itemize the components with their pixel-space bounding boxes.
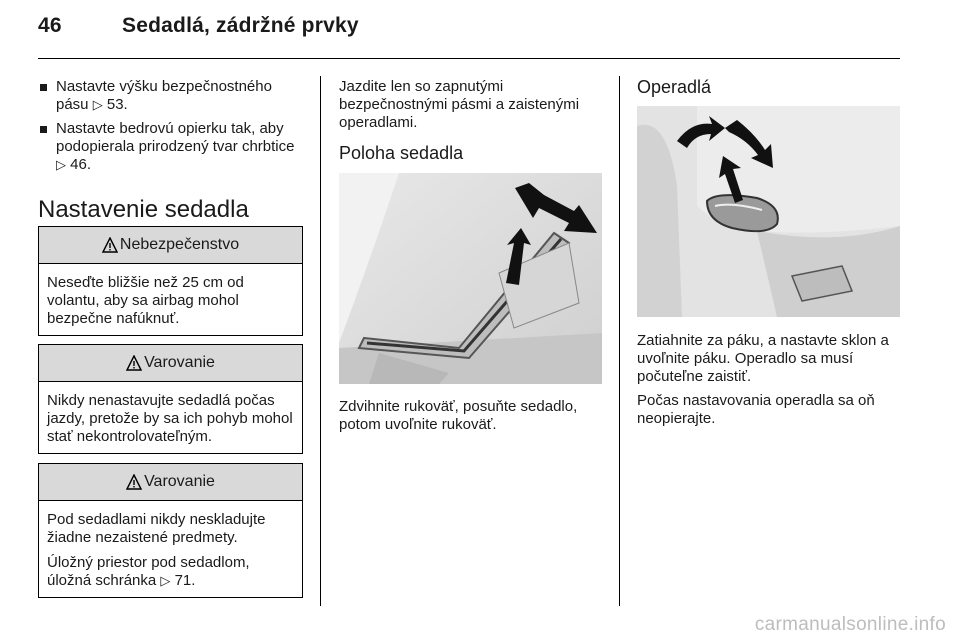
section-title: Nastavenie sedadla bbox=[38, 196, 249, 223]
warning-box-title: Varovanie bbox=[144, 354, 215, 371]
backrest-lever-image bbox=[637, 106, 900, 317]
watermark: carmanualsonline.info bbox=[754, 614, 946, 635]
bullet-item bbox=[38, 120, 308, 174]
column-3-captions bbox=[637, 332, 905, 434]
warning-box-1 bbox=[38, 344, 303, 454]
warning-triangle-icon bbox=[126, 355, 142, 371]
page-header bbox=[38, 14, 359, 38]
column-2-caption bbox=[339, 398, 607, 440]
danger-box-body bbox=[39, 264, 302, 341]
bullet-text: Nastavte výšku bezpečnostného pásu bbox=[56, 78, 272, 113]
page-title: Sedadlá, zádržné prvky bbox=[122, 14, 359, 37]
column-3 bbox=[637, 78, 905, 96]
warning-box-header bbox=[39, 464, 302, 501]
column-2 bbox=[339, 78, 607, 162]
warning-text: Nikdy nenastavujte sedadlá počas jazdy, pretože by sa ich pohyb mohol stať nekontrolovateľným. bbox=[47, 392, 293, 445]
warning-box-body bbox=[39, 382, 302, 459]
page-number: 46 bbox=[38, 14, 62, 37]
image-caption: Počas nastavovania operadla sa oň neopierajte. bbox=[637, 392, 875, 427]
warning-text bbox=[47, 554, 294, 590]
reference-arrow-icon: ▷ bbox=[92, 97, 103, 112]
warning-box-body bbox=[39, 501, 302, 603]
warning-triangle-icon bbox=[126, 474, 142, 490]
reference-arrow-icon: ▷ bbox=[56, 157, 66, 172]
header-rule bbox=[38, 58, 900, 59]
seat-lever-image bbox=[339, 173, 602, 384]
bullet-square-icon bbox=[40, 84, 47, 91]
warning-text: Pod sedadlami nikdy neskladujte žiadne nezaistené predmety. bbox=[47, 511, 266, 546]
column-1-bullets bbox=[38, 78, 308, 180]
column-divider-1 bbox=[320, 76, 321, 606]
bullet-item bbox=[38, 78, 308, 114]
danger-box bbox=[38, 226, 303, 336]
warning-page-ref[interactable]: 71. bbox=[174, 572, 196, 589]
danger-box-header bbox=[39, 227, 302, 264]
intro-text: Jazdite len so zapnutými bezpečnostnými pásmi a zaistenými operadlami. bbox=[339, 78, 580, 131]
subsection-title: Operadlá bbox=[637, 77, 712, 97]
danger-box-title: Nebezpečenstvo bbox=[119, 236, 240, 253]
bullet-page-ref[interactable]: 53. bbox=[106, 96, 128, 113]
warning-box-2 bbox=[38, 463, 303, 598]
warning-triangle-icon bbox=[102, 237, 118, 253]
warning-box-title: Varovanie bbox=[144, 473, 215, 490]
seat-position-illustration bbox=[339, 173, 602, 384]
backrest-illustration bbox=[637, 106, 900, 317]
image-caption: Zdvihnite rukoväť, posuňte sedadlo, potom uvoľnite rukoväť. bbox=[339, 398, 578, 433]
subsection-title: Poloha sedadla bbox=[339, 143, 464, 163]
bullet-square-icon bbox=[40, 126, 47, 133]
warning-text-part: Úložný priestor pod sedadlom, úložná schránka bbox=[47, 554, 250, 589]
image-caption: Zatiahnite za páku, a nastavte sklon a uvoľnite páku. Operadlo sa musí počuteľne zaistiť. bbox=[637, 332, 889, 385]
reference-arrow-icon: ▷ bbox=[160, 573, 171, 588]
column-divider-2 bbox=[619, 76, 620, 606]
warning-box-header bbox=[39, 345, 302, 382]
bullet-page-ref[interactable]: 46. bbox=[70, 156, 92, 173]
danger-text: Neseďte bližšie než 25 cm od volantu, aby sa airbag mohol bezpečne nafúknuť. bbox=[47, 274, 244, 327]
bullet-text: Nastavte bedrovú opierku tak, aby podopierala prirodzený tvar chrbtice bbox=[56, 120, 295, 155]
